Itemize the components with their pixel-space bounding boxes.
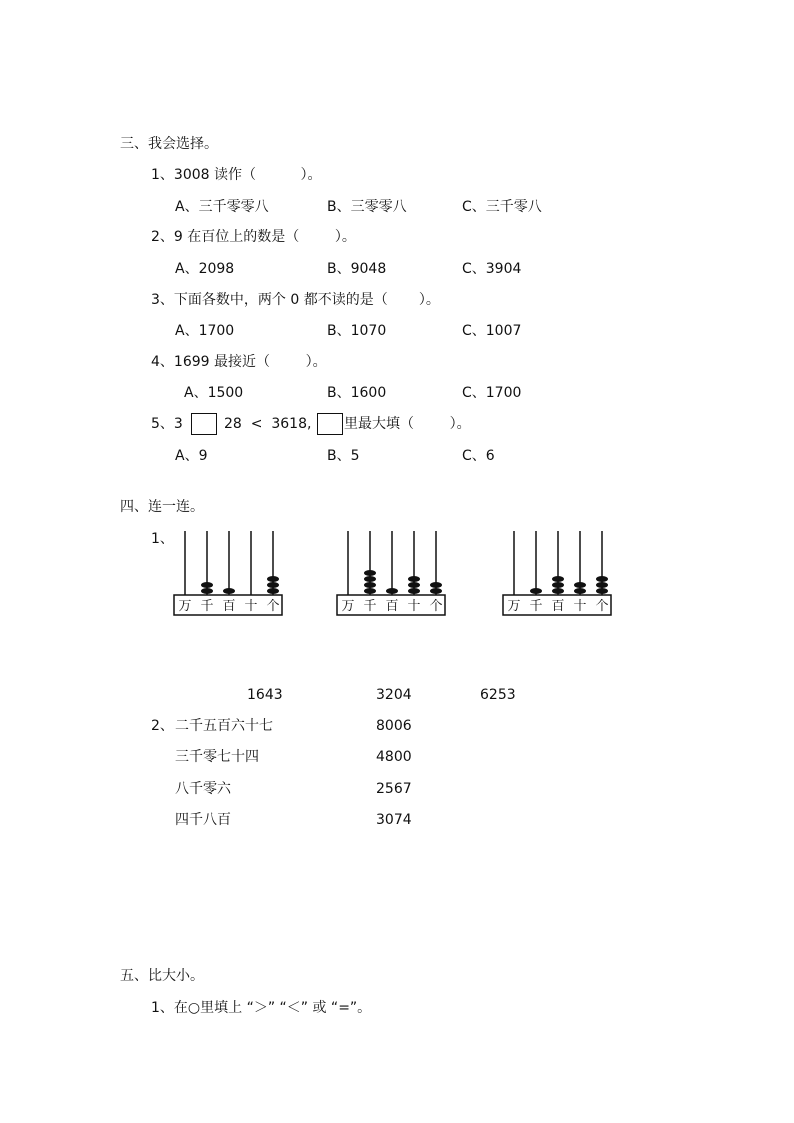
abacus-place-label: 万	[341, 599, 355, 614]
abacus-bead	[596, 588, 608, 594]
q4-option-c: C、1700	[462, 385, 522, 401]
abacus-bead	[201, 588, 213, 594]
abacus-bead	[430, 582, 442, 588]
abacus-place-label: 万	[507, 599, 521, 614]
abacus-place-label: 十	[244, 599, 258, 614]
q3-option-b: B、1070	[327, 323, 387, 339]
section-5-title: 五、比大小。	[120, 968, 204, 984]
q3-option-a: A、1700	[175, 323, 235, 339]
q5-answer-box-1[interactable]	[191, 413, 217, 435]
digit-4: 3074	[376, 812, 412, 828]
abacus-place-label: 百	[551, 599, 565, 614]
q4-stem: 4、1699 最接近（ ）。	[151, 354, 327, 370]
abacus-bead	[596, 576, 608, 582]
section-4-title: 四、连一连。	[120, 499, 204, 515]
abacus-bead	[223, 588, 235, 594]
abacus-place-label: 百	[222, 599, 236, 614]
abacus-place-label: 个	[595, 599, 609, 614]
abacus-place-label: 百	[385, 599, 399, 614]
digit-2: 4800	[376, 749, 412, 765]
q5-stem-part2: 28 < 3618,	[224, 416, 312, 432]
abacus-place-label: 万	[178, 599, 192, 614]
q1-option-c: C、三千零八	[462, 199, 542, 215]
q5-option-b: B、5	[327, 448, 360, 464]
abacus-bead	[364, 576, 376, 582]
number-3: 6253	[480, 687, 516, 703]
abacus-bead	[386, 588, 398, 594]
abacus-3	[502, 523, 612, 619]
q4-option-a: A、1500	[184, 385, 244, 401]
abacus-bead	[574, 582, 586, 588]
abacus-bead	[408, 576, 420, 582]
q1-option-b: B、三零零八	[327, 199, 407, 215]
abacus-svg	[173, 523, 283, 619]
abacus-bead	[267, 588, 279, 594]
number-1: 1643	[247, 687, 283, 703]
word-4: 四千八百	[175, 812, 231, 828]
digit-3: 2567	[376, 781, 412, 797]
abacus-bead	[596, 582, 608, 588]
abacus-bead	[408, 582, 420, 588]
section-3-title: 三、我会选择。	[120, 136, 218, 152]
abacus-bead	[267, 582, 279, 588]
abacus-1	[173, 523, 283, 619]
q2-option-b: B、9048	[327, 261, 387, 277]
abacus-svg	[336, 523, 446, 619]
abacus-bead	[364, 570, 376, 576]
q1-label: 1、	[151, 531, 174, 547]
abacus-svg	[502, 523, 612, 619]
abacus-bead	[552, 576, 564, 582]
q2-option-c: C、3904	[462, 261, 522, 277]
abacus-bead	[364, 582, 376, 588]
q4-option-b: B、1600	[327, 385, 387, 401]
section-5-q1: 1、在○里填上 “＞” “＜” 或 “=”。	[151, 1000, 372, 1016]
q1-stem: 1、3008 读作（ ）。	[151, 167, 322, 183]
abacus-place-label: 个	[266, 599, 280, 614]
q2-option-a: A、2098	[175, 261, 235, 277]
number-2: 3204	[376, 687, 412, 703]
word-1: 二千五百六十七	[175, 718, 273, 734]
q3-stem: 3、下面各数中，两个 0 都不读的是（ ）。	[151, 292, 440, 308]
abacus-bead	[552, 582, 564, 588]
q5-stem-part1: 5、3	[151, 416, 183, 432]
abacus-bead	[530, 588, 542, 594]
q2-label: 2、	[151, 718, 174, 734]
q5-option-c: C、6	[462, 448, 495, 464]
abacus-bead	[574, 588, 586, 594]
abacus-2	[336, 523, 446, 619]
word-2: 三千零七十四	[175, 749, 259, 765]
abacus-bead	[552, 588, 564, 594]
q2-stem: 2、9 在百位上的数是（ ）。	[151, 229, 356, 245]
digit-1: 8006	[376, 718, 412, 734]
abacus-bead	[364, 588, 376, 594]
abacus-place-label: 十	[573, 599, 587, 614]
q5-answer-box-2[interactable]	[317, 413, 343, 435]
q1-option-a: A、三千零零八	[175, 199, 269, 215]
word-3: 八千零六	[175, 781, 231, 797]
q5-option-a: A、9	[175, 448, 208, 464]
q5-stem-part3: 里最大填（ ）。	[344, 416, 471, 432]
abacus-bead	[267, 576, 279, 582]
abacus-place-label: 十	[407, 599, 421, 614]
abacus-bead	[408, 588, 420, 594]
q3-option-c: C、1007	[462, 323, 522, 339]
abacus-place-label: 千	[363, 599, 377, 614]
abacus-bead	[430, 588, 442, 594]
abacus-bead	[201, 582, 213, 588]
abacus-place-label: 千	[529, 599, 543, 614]
abacus-place-label: 个	[429, 599, 443, 614]
abacus-place-label: 千	[200, 599, 214, 614]
